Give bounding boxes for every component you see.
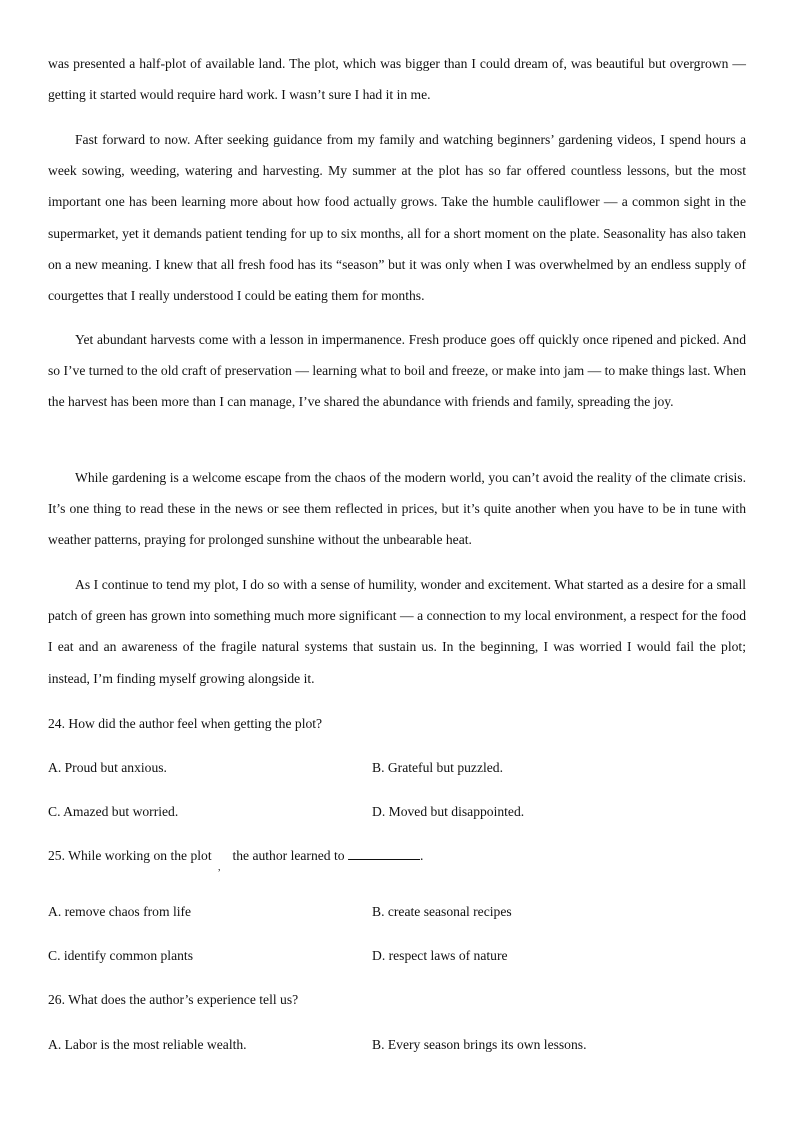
passage-paragraph-1: was presented a half-plot of available land. The plot, which was bigger than I could dream of, was beautiful but overgrown — getting it started would require hard work. I wasn’t sure I had it in me. [48,56,746,103]
question-26-stem: 26. What does the author’s experience tell us? [48,992,299,1007]
question-26-option-b[interactable]: B. Every season brings its own lessons. [372,1037,587,1052]
question-24-stem: 24. How did the author feel when getting the plot? [48,716,323,731]
question-24-option-c[interactable]: C. Amazed but worried. [48,804,179,819]
question-26-option-a[interactable]: A. Labor is the most reliable wealth. [48,1037,247,1052]
passage-paragraph-3: Yet abundant harvests come with a lesson in impermanence. Fresh produce goes off quickly once ripened and picked. And so I’ve turned to the old craft of preservation — learning what to boil and freeze, or make into jam — to make things last. When the harvest has been more than I can manage, I’ve shared the abundance with friends and family, spreading the joy. [48,332,746,410]
question-25-stem-start: 25. While working on the plot [48,848,212,863]
question-25-option-a[interactable]: A. remove chaos from life [48,904,192,919]
question-25-option-d[interactable]: D. respect laws of nature [372,948,508,963]
question-25-stem-middle: the author learned to [232,848,345,863]
question-25-option-b[interactable]: B. create seasonal recipes [372,904,512,919]
question-25-stem-period: . [419,848,424,863]
question-24-option-d[interactable]: D. Moved but disappointed. [372,804,525,819]
passage-paragraph-5: As I continue to tend my plot, I do so with a sense of humility, wonder and excitement. What started as a desire for a small patch of green has grown into something much more significant — a connection to my local environment, a respect for the food I eat and an awareness of the fragile natural systems that sustain us. In the beginning, I was worried I would fail the plot; instead, I’m finding myself growing alongside it. [48,577,746,686]
question-24-option-a[interactable]: A. Proud but anxious. [48,760,167,775]
passage-paragraph-4: While gardening is a welcome escape from the chaos of the modern world, you can’t avoid the reality of the climate crisis. It’s one thing to read these in the news or see them reflected in prices, but it’s quite another when you have to be in tune with weather patterns, praying for prolonged sunshine without the unbearable heat. [48,470,746,548]
question-25-option-c[interactable]: C. identify common plants [48,948,193,963]
question-25-stem [48,846,423,866]
stray-comma-mark: , [218,862,221,873]
passage-paragraph-2: Fast forward to now. After seeking guidance from my family and watching beginners’ gardening videos, I spend hours a week sowing, weeding, watering and harvesting. My summer at the plot has so far offered countless lessons, but the most important one has been learning more about how food actually grows. Take the humble cauliflower — a common sight in the supermarket, yet it demands patient tending for up to six months, all for a short moment on the plate. Seasonality has also taken on a new meaning. I knew that all fresh food has its “season” but it was only when I was overwhelmed by an endless supply of courgettes that I really understood I could be eating them for months. [48,132,746,304]
answer-blank[interactable] [348,847,420,860]
question-24-option-b[interactable]: B. Grateful but puzzled. [372,760,503,775]
